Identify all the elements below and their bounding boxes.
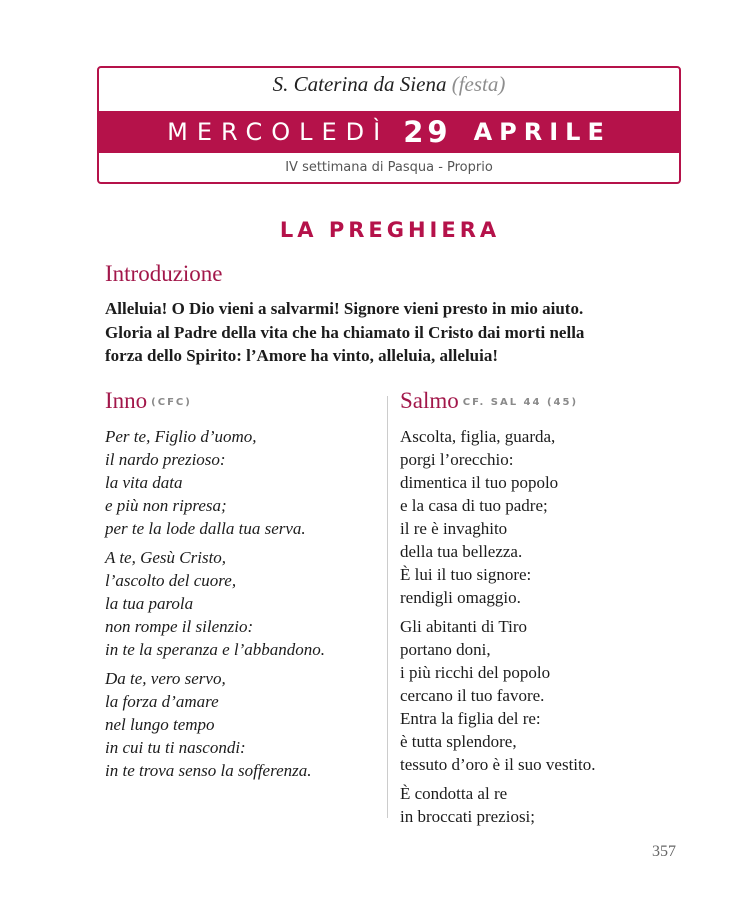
- verse-line: per te la lode dalla tua serva.: [105, 519, 306, 538]
- psalm-source: CF. SAL 44 (45): [462, 397, 579, 408]
- verse-line: l’ascolto del cuore,: [105, 571, 237, 590]
- verse-line: È condotta al re: [400, 784, 508, 803]
- introduction-heading: Introduzione: [105, 261, 223, 286]
- verse-line: A te, Gesù Cristo,: [105, 548, 227, 567]
- psalm-title: Salmo: [400, 388, 459, 413]
- date-banner: [97, 111, 681, 153]
- verse-line: e la casa di tuo padre;: [400, 496, 548, 515]
- verse-line: rendigli omaggio.: [400, 588, 521, 607]
- liturgical-week: IV settimana di Pasqua - Proprio: [285, 160, 493, 175]
- verse-line: Gli abitanti di Tiro: [400, 617, 528, 636]
- intro-line: Alleluia! O Dio vieni a salvarmi! Signore vieni presto in mio aiuto.: [105, 299, 584, 318]
- verse-line: Entra la figlia del re:: [400, 709, 541, 728]
- verse-line: Da te, vero servo,: [105, 669, 226, 688]
- column-divider: [387, 396, 388, 818]
- page-number: 357: [652, 843, 676, 860]
- verse-line: il nardo prezioso:: [105, 450, 226, 469]
- verse-line: in te la speranza e l’abbandono.: [105, 640, 326, 659]
- psalm-text: [400, 425, 595, 834]
- verse-line: e più non ripresa;: [105, 496, 227, 515]
- verse-line: in broccati preziosi;: [400, 807, 536, 826]
- intro-line: forza dello Spirito: l’Amore ha vinto, alleluia, alleluia!: [105, 346, 499, 365]
- verse-line: della tua bellezza.: [400, 542, 523, 561]
- stanza: [400, 782, 595, 828]
- hymn-source: (CFC): [151, 397, 192, 408]
- verse-line: in cui tu ti nascondi:: [105, 738, 246, 757]
- stanza: [105, 425, 325, 540]
- verse-line: tessuto d’oro è il suo vestito.: [400, 755, 596, 774]
- saint-name: S. Caterina da Siena: [272, 72, 447, 96]
- verse-line: portano doni,: [400, 640, 491, 659]
- feast-label: (festa): [451, 72, 506, 96]
- verse-line: È lui il tuo signore:: [400, 565, 532, 584]
- hymn-text: [105, 425, 325, 788]
- verse-line: i più ricchi del popolo: [400, 663, 551, 682]
- verse-line: la tua parola: [105, 594, 194, 613]
- stanza: [400, 425, 595, 609]
- section-title: LA PREGHIERA: [279, 218, 501, 242]
- verse-line: il re è invaghito: [400, 519, 508, 538]
- introduction-text: [105, 297, 671, 368]
- intro-line: Gloria al Padre della vita che ha chiamato il Cristo dai morti nella: [105, 322, 585, 342]
- hymn-title: Inno: [105, 388, 148, 413]
- verse-line: porgi l’orecchio:: [400, 450, 514, 469]
- hymn-heading: [105, 388, 192, 414]
- month-name: APRILE: [473, 118, 611, 146]
- saint-title: [97, 70, 681, 98]
- stanza: [105, 667, 325, 782]
- verse-line: la vita data: [105, 473, 183, 492]
- verse-line: cercano il tuo favore.: [400, 686, 545, 705]
- stanza: [105, 546, 325, 661]
- verse-line: Ascolta, figlia, guarda,: [400, 427, 556, 446]
- verse-line: non rompe il silenzio:: [105, 617, 254, 636]
- verse-line: è tutta splendore,: [400, 732, 517, 751]
- day-name: MERCOLEDÌ: [167, 118, 390, 146]
- psalm-heading: [400, 388, 578, 414]
- verse-line: dimentica il tuo popolo: [400, 473, 559, 492]
- verse-line: la forza d’amare: [105, 692, 219, 711]
- day-number: 29: [403, 115, 452, 149]
- verse-line: in te trova senso la sofferenza.: [105, 761, 312, 780]
- verse-line: Per te, Figlio d’uomo,: [105, 427, 257, 446]
- stanza: [400, 615, 595, 776]
- verse-line: nel lungo tempo: [105, 715, 215, 734]
